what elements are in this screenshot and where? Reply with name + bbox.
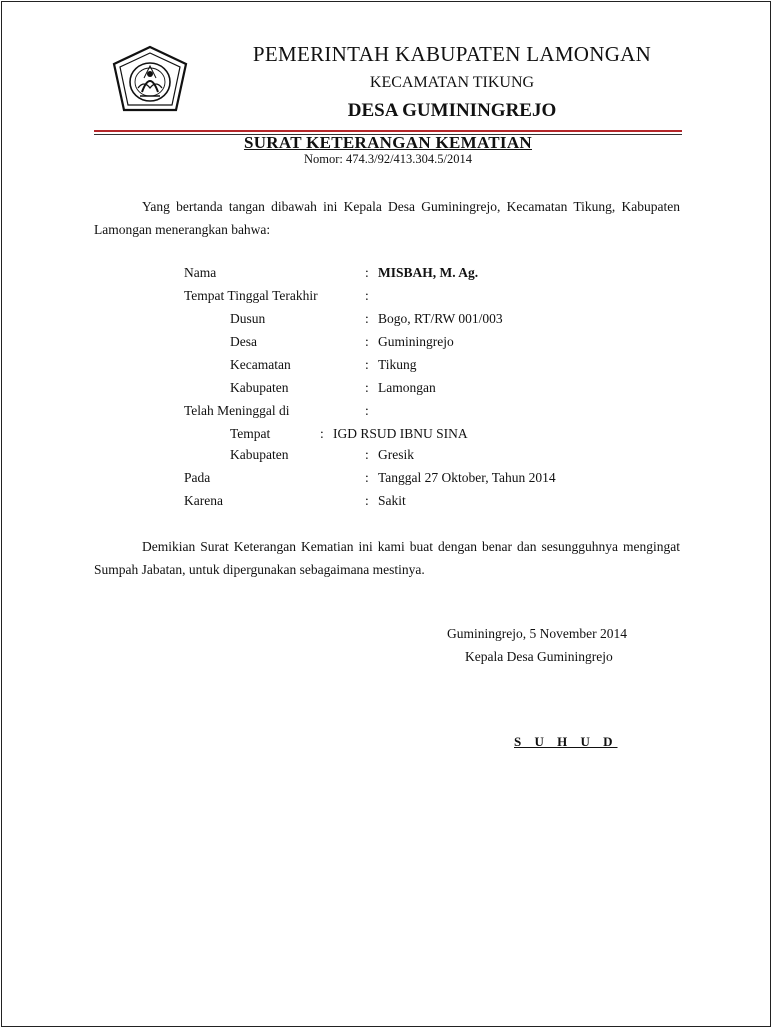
closing-paragraph-text: Demikian Surat Keterangan Kematian ini kami buat dengan benar dan sesungguhnya mengingat Sumpah Jabatan, untuk dipergunakan sebagaimana mestinya. <box>94 539 680 577</box>
detail-value: Lamongan <box>378 380 436 395</box>
regency-crest-icon <box>110 44 190 124</box>
detail-colon: : <box>365 357 369 372</box>
detail-colon: : <box>365 311 369 326</box>
detail-colon: : <box>365 288 369 303</box>
detail-colon: : <box>365 380 369 395</box>
detail-value: MISBAH, M. Ag. <box>378 265 479 280</box>
detail-value: Bogo, RT/RW 001/003 <box>378 311 503 326</box>
detail-value: Guminingrejo <box>378 334 454 349</box>
closing-paragraph <box>94 535 680 581</box>
detail-value: Tanggal 27 Oktober, Tahun 2014 <box>378 470 556 485</box>
detail-label: Tempat Tinggal Terakhir <box>184 288 318 303</box>
header-divider-red <box>94 130 682 132</box>
detail-value: Gresik <box>378 447 414 462</box>
detail-value: Tikung <box>378 357 417 372</box>
detail-label: Telah Meninggal di <box>184 403 290 418</box>
detail-colon: : <box>365 265 369 280</box>
detail-colon: : <box>365 403 369 418</box>
detail-colon: : <box>365 470 369 485</box>
header-district: KECAMATAN TIKUNG <box>369 74 535 91</box>
detail-colon: : <box>365 334 369 349</box>
signature-position: Kepala Desa Guminingrejo <box>465 649 613 664</box>
detail-colon: : <box>320 426 324 441</box>
signatory-name: S U H U D <box>514 734 618 749</box>
detail-label: Dusun <box>230 311 266 326</box>
signature-place-date: Guminingrejo, 5 November 2014 <box>447 626 627 641</box>
detail-label: Nama <box>184 265 217 280</box>
header-government: PEMERINTAH KABUPATEN LAMONGAN <box>252 42 652 66</box>
detail-colon: : <box>365 447 369 462</box>
detail-label: Kabupaten <box>230 447 289 462</box>
detail-label: Pada <box>184 470 211 485</box>
detail-label: Kabupaten <box>230 380 289 395</box>
header-village: DESA GUMININGREJO <box>347 100 557 121</box>
document-title <box>94 133 682 153</box>
letter-page <box>1 1 771 1027</box>
detail-value: Sakit <box>378 493 406 508</box>
document-number: Nomor: 474.3/92/413.304.5/2014 <box>303 152 473 166</box>
detail-label: Kecamatan <box>230 357 291 372</box>
detail-label: Desa <box>230 334 257 349</box>
document-title-text: SURAT KETERANGAN KEMATIAN <box>243 133 533 152</box>
detail-label: Tempat <box>230 426 271 441</box>
detail-value: IGD RSUD IBNU SINA <box>333 426 468 441</box>
detail-label: Karena <box>184 493 223 508</box>
opening-paragraph <box>94 195 680 241</box>
opening-paragraph-text: Yang bertanda tangan dibawah ini Kepala Desa Guminingrejo, Kecamatan Tikung, Kabupaten Lamongan menerangkan bahwa: <box>94 199 680 237</box>
detail-colon: : <box>365 493 369 508</box>
